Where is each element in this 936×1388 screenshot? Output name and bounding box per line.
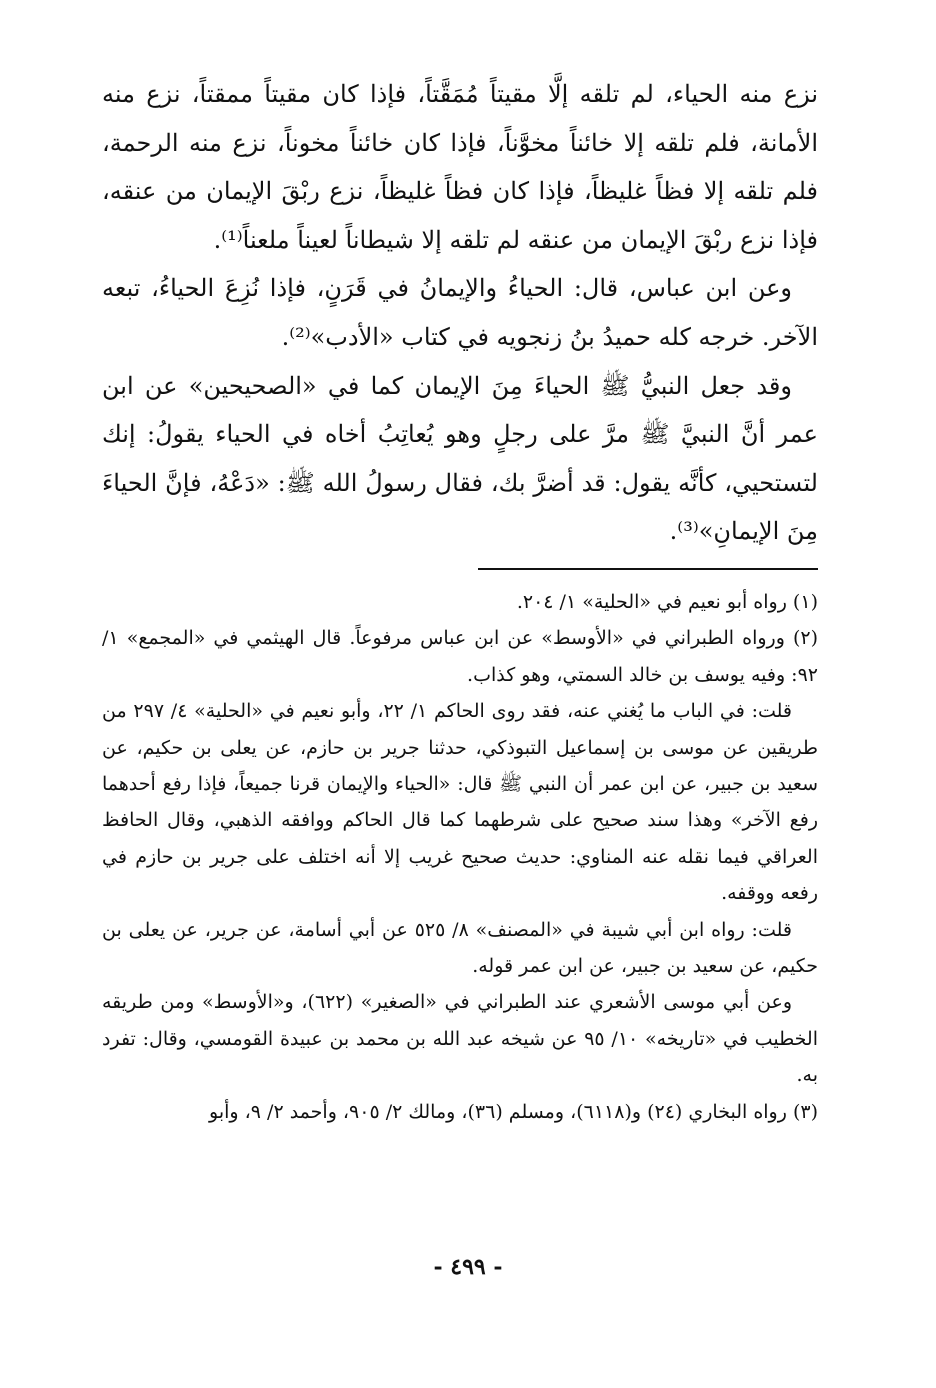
footnote: وعن أبي موسى الأشعري عند الطبراني في «الصغير» (٦٢٢)، و«الأوسط» ومن طريقه الخطيب في «تاريخه» ١٠/ ٩٥ عن شيخه عبد الله بن محمد بن عبيدة القومسي، وقال: تفرد به. [102,991,818,1087]
main-paragraph: وعن ابن عباس، قال: الحياءُ والإيمانُ في قَرَنٍ، فإذا نُزِعَ الحياءُ، تبعه الآخر. خرجه كله حميدُ بنُ زنجويه في كتاب «الأدب»⁽²⁾. [102,274,818,351]
footnotes [102,584,818,1130]
footnote: (٢) ورواه الطبراني في «الأوسط» عن ابن عباس مرفوعاً. قال الهيثمي في «المجمع» ١/ ٩٢: وفيه يوسف بن خالد السمتي، وهو كذاب. [102,627,818,686]
footnote: (٣) رواه البخاري (٢٤) و(٦١١٨)، ومسلم (٣٦)، ومالك ٢/ ٩٠٥، وأحمد ٢/ ٩، وأبو [209,1100,818,1123]
page-body [102,70,818,1130]
main-paragraph: وقد جعل النبيُّ ﷺ الحياءَ مِنَ الإيمان كما في «الصحيحين» عن ابن عمر أنَّ النبيَّ ﷺ مرَّ على رجلٍ وهو يُعاتِبُ أخاه في الحياء يقولُ: إنك لتستحيي، كأنَّه يقول: قد أضرَّ بك، فقال رسولُ الله ﷺ: «دَعْهُ، فإنَّ الحياءَ مِنَ الإيمانِ»⁽³⁾. [102,371,818,546]
main-paragraph: نزع منه الحياء، لم تلقه إلَّا مقيتاً مُمَقَّتاً، فإذا كان مقيتاً ممقتاً، نزع منه الأمانة، فلم تلقه إلا خائناً مخوَّناً، فإذا كان خائناً مخوناً، نزع منه الرحمة، فلم تلقه إلا فظاً غليظاً، فإذا كان فظاً غليظاً، نزع ربْقَ الإيمان من عنقه، فإذا نزع ربْقَ الإيمان من عنقه لم تلقه إلا شيطاناً لعيناً ملعناً⁽¹⁾. [102,80,818,254]
main-text [102,70,818,556]
footnote-divider [478,568,818,570]
footnote: قلت: رواه ابن أبي شيبة في «المصنف» ٨/ ٥٢٥ عن أبي أسامة، عن جرير، عن يعلى بن حكيم، عن سعيد بن جبير، عن ابن عمر قوله. [102,918,818,977]
footnote: قلت: في الباب ما يُغني عنه، فقد روى الحاكم ١/ ٢٢، وأبو نعيم في «الحلية» ٤/ ٢٩٧ من طريقين عن موسى بن إسماعيل التبوذكي، حدثنا جرير بن حازم، عن يعلى بن حكيم، عن سعيد بن جبير، عن ابن عمر أن النبي ﷺ قال: «الحياء والإيمان قرنا جميعاً، فإذا رفع أحدهما رفع الآخر» وهذا سند صحيح على شرطهما كما قال الحاكم ووافقه الذهبي، وقال الحافظ العراقي فيما نقله عنه المناوي: حديث صحيح غريب إلا أنه اختلف على جرير بن حازم في رفعه ووقفه. [102,700,818,905]
page-number: - ٤٩٩ - [433,1254,503,1280]
footnote: (١) رواه أبو نعيم في «الحلية» ١/ ٢٠٤. [516,590,818,613]
